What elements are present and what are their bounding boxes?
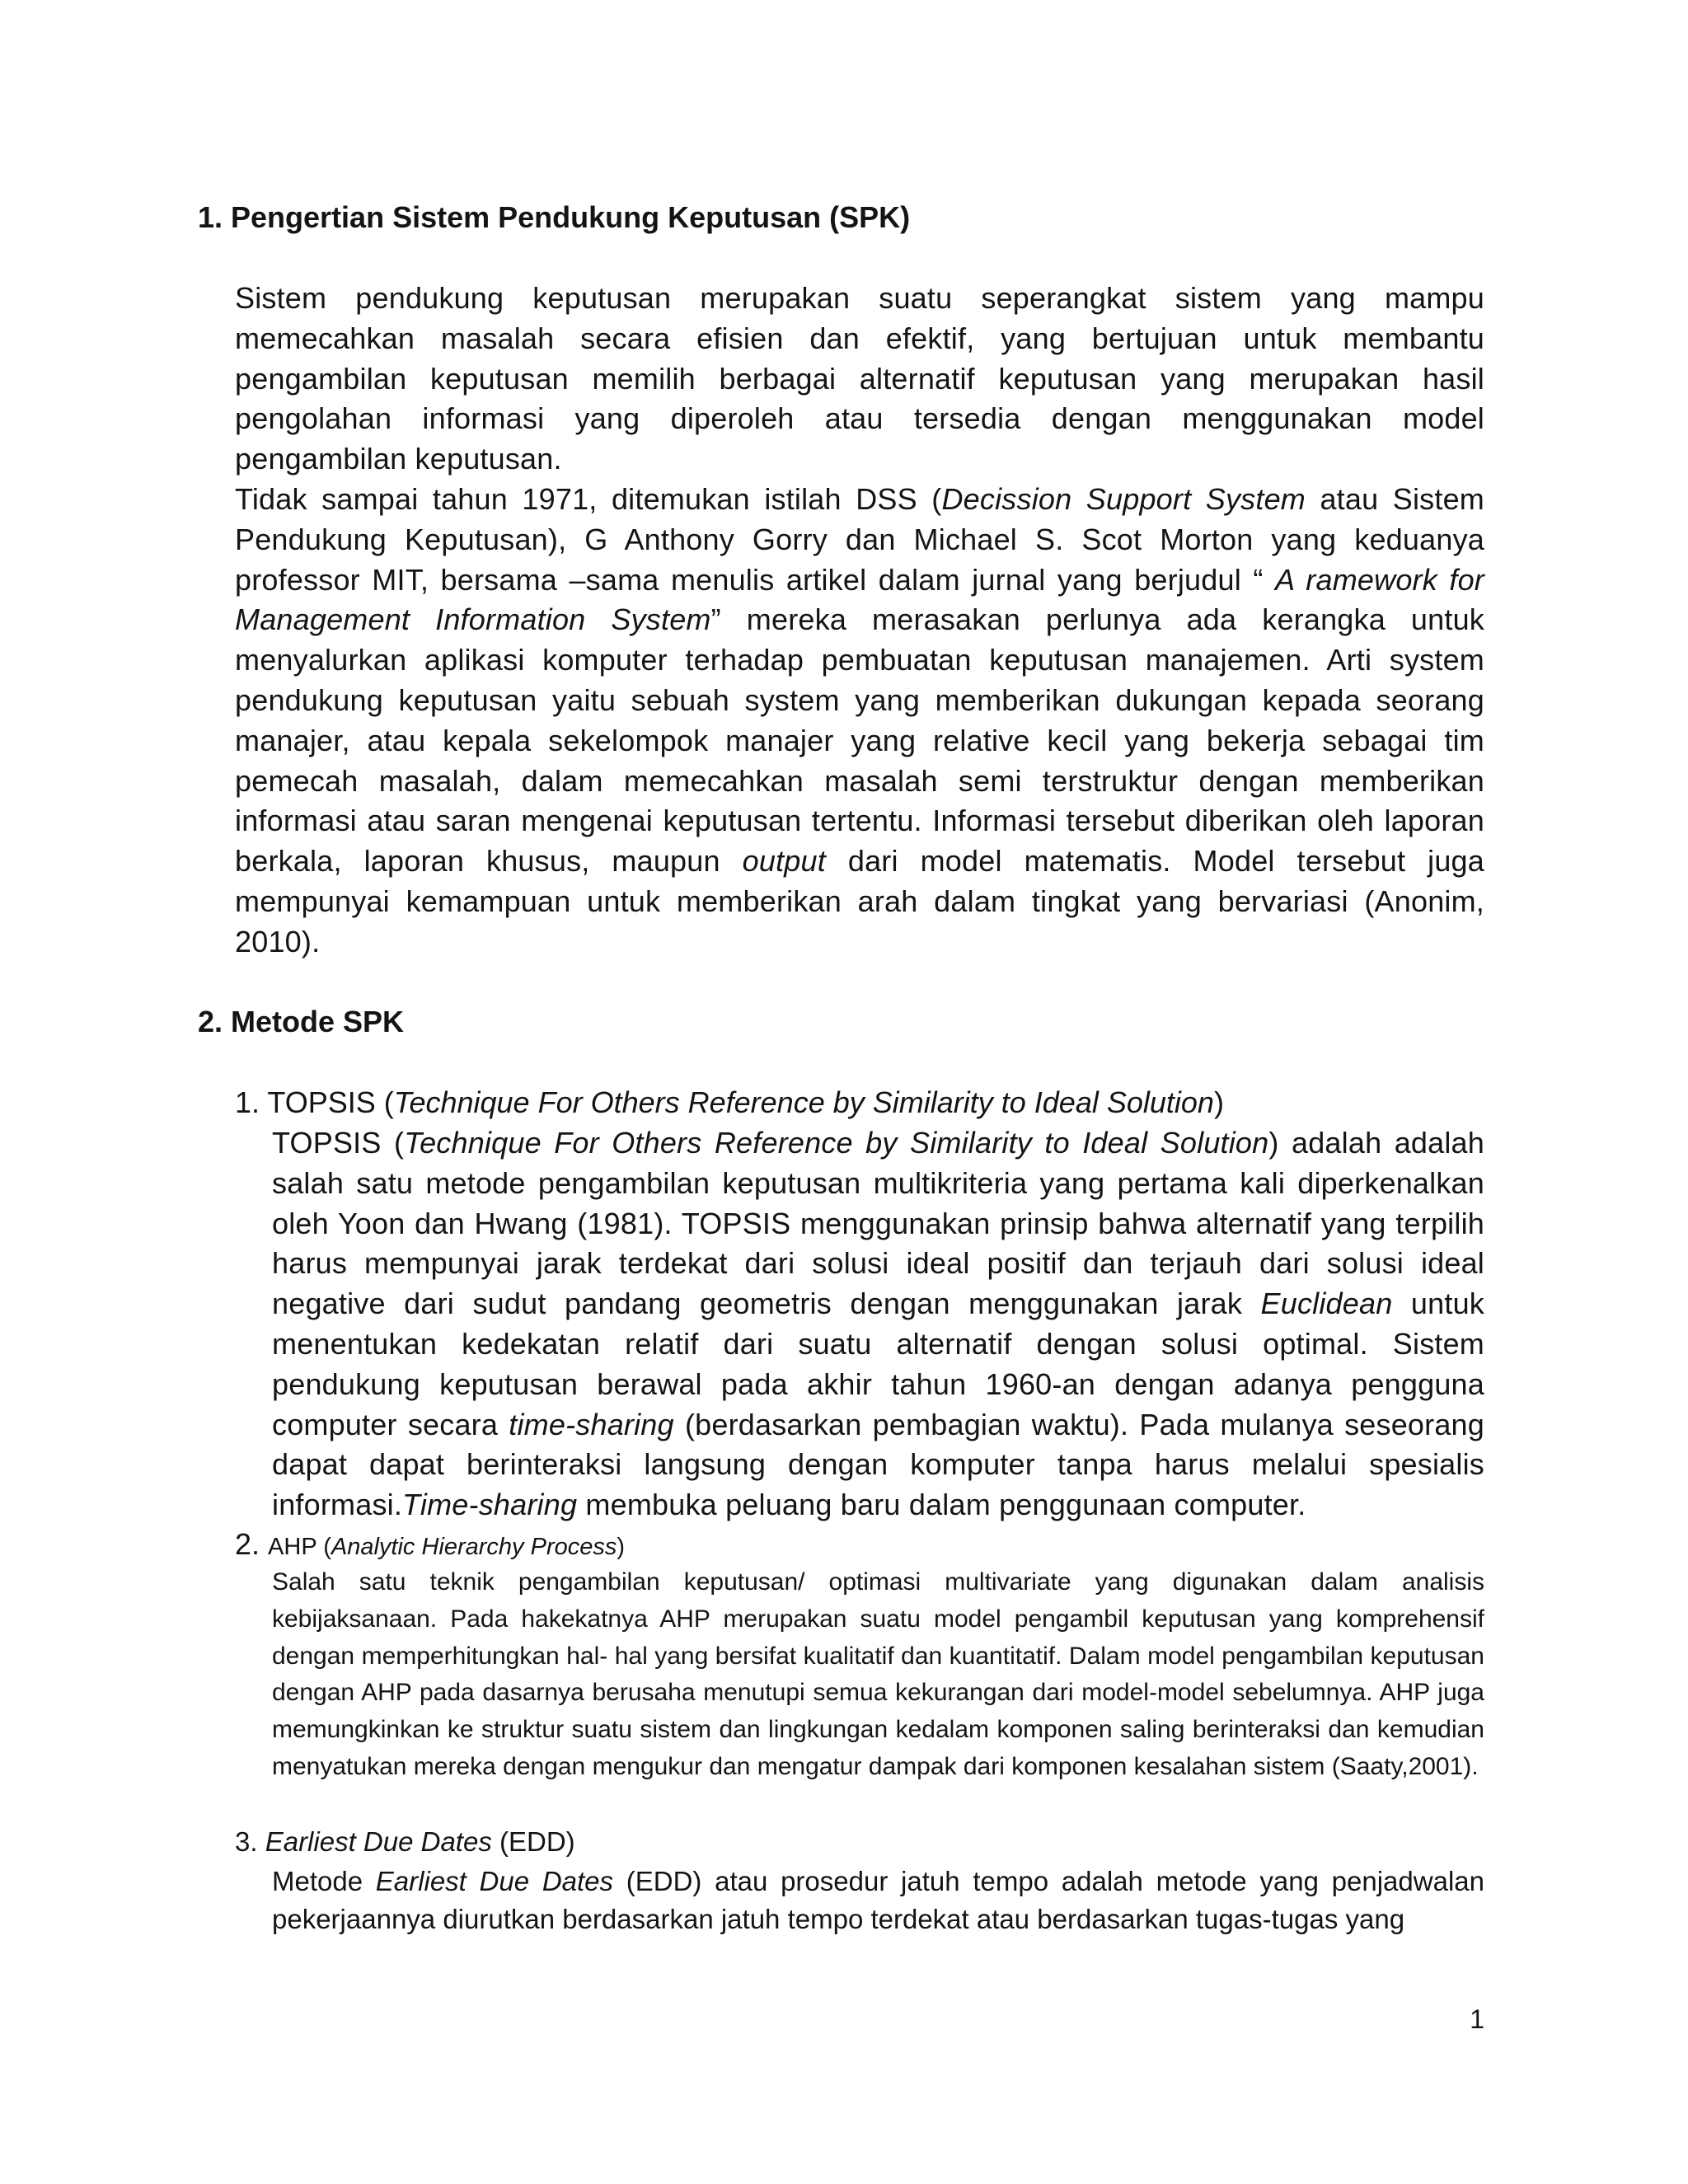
list-item-edd-body: Metode Earliest Due Dates (EDD) atau prosedur jatuh tempo adalah metode yang penjadwalan pekerjaannya diurutkan berdasarkan jatuh tempo terdekat atau berdasarkan tugas-tugas yang — [272, 1866, 1484, 1934]
section-1-heading: 1. Pengertian Sistem Pendukung Keputusan (SPK) — [198, 200, 911, 234]
paragraph-dss-history: Tidak sampai tahun 1971, ditemukan istilah DSS (Decission Support System atau Sistem Pendukung Keputusan), G Anthony Gorry dan Michael S. Scot Morton yang keduanya professor MIT, bersama –sama menulis artikel dalam jurnal yang berjudul “ A ramework for Management Information System” mereka merasakan perlunya ada kerangka untuk menyalurkan aplikasi komputer terhadap pembuatan keputusan manajemen. Arti system pendukung keputusan yaitu sebuah system yang memberikan dukungan kepada seorang manajer, atau kepala sekelompok manajer yang relative kecil yang bekerja sebagai tim pemecah masalah, dalam memecahkan masalah semi terstruktur dengan memberikan informasi atau saran mengenai keputusan tertentu. Informasi tersebut diberikan oleh laporan berkala, laporan khusus, maupun output dari model matematis. Model tersebut juga mempunyai kemampuan untuk memberikan arah dalam tingkat yang bervariasi (Anonim, 2010). — [235, 481, 1484, 958]
list-item-edd-title: 3. Earliest Due Dates (EDD) — [235, 1826, 575, 1857]
paragraph-spk-definition: Sistem pendukung keputusan merupakan suatu seperangkat sistem yang mampu memecahkan masalah secara efisien dan efektif, yang bertujuan untuk membantu pengambilan keputusan memilih berbagai alternatif keputusan yang merupakan hasil pengolahan informasi yang diperoleh atau tersedia dengan menggunakan model pengambilan keputusan. — [235, 281, 1484, 476]
section-2-heading: 2. Metode SPK — [198, 1005, 405, 1038]
list-item-ahp-body: Salah satu teknik pengambilan keputusan/ optimasi multivariate yang digunakan dalam analisis kebijaksanaan. Pada hakekatnya AHP merupakan suatu model pengambil keputusan yang komprehensif dengan memperhitungkan hal- hal yang bersifat kualitatif dan kuantitatif. Dalam model pengambilan keputusan dengan AHP pada dasarnya berusaha menutupi semua kekurangan dari model-model sebelumnya. AHP juga memungkinkan ke struktur suatu sistem dan lingkungan kedalam komponen saling berinteraksi dan kemudian menyatukan mereka dengan mengukur dan mengatur dampak dari komponen kesalahan sistem (Saaty,2001). — [272, 1568, 1484, 1780]
list-item-ahp-title: 2. AHP (Analytic Hierarchy Process) — [235, 1527, 626, 1561]
list-item-topsis-title: 1. TOPSIS (Technique For Others Reference by Similarity to Ideal Solution) — [235, 1085, 1224, 1119]
page-number: 1 — [1470, 2004, 1484, 2034]
section-1-body — [235, 279, 1484, 963]
list-item-topsis-body: TOPSIS (Technique For Others Reference by Similarity to Ideal Solution) adalah adalah salah satu metode pengambilan keputusan multikriteria yang pertama kali diperkenalkan oleh Yoon dan Hwang (1981). TOPSIS menggunakan prinsip bahwa alternatif yang terpilih harus mempunyai jarak terdekat dari solusi ideal positif dan terjauh dari solusi ideal negative dari sudut pandang geometris dengan menggunakan jarak Euclidean untuk menentukan kedekatan relatif dari suatu alternatif dengan solusi optimal. Sistem pendukung keputusan berawal pada akhir tahun 1960-an dengan adanya pengguna computer secara time-sharing (berdasarkan pembagian waktu). Pada mulanya seseorang dapat dapat berinteraksi langsung dengan komputer tanpa harus melalui spesialis informasi.Time-sharing membuka peluang baru dalam penggunaan computer. — [272, 1126, 1484, 1522]
